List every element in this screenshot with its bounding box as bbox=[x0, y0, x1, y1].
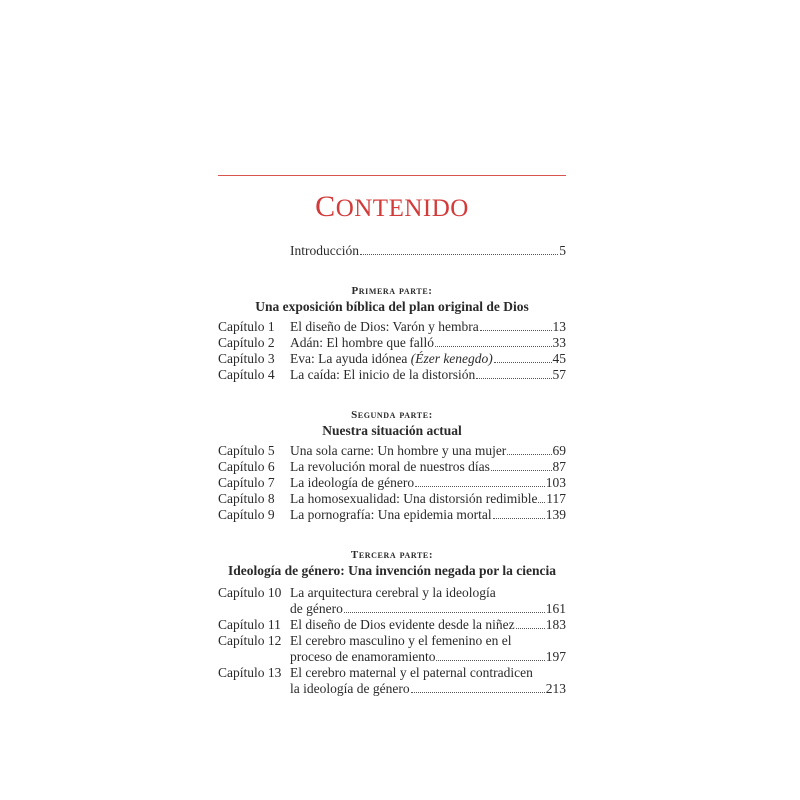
entry-title: Introducción bbox=[290, 243, 359, 258]
leader-dots bbox=[411, 692, 545, 693]
leader-dots bbox=[360, 254, 558, 255]
leader-dots bbox=[507, 454, 551, 455]
entry-page: 45 bbox=[552, 351, 566, 366]
leader-dots bbox=[494, 362, 552, 363]
part-label: Segunda parte: bbox=[351, 409, 433, 421]
toc-entry[interactable] bbox=[218, 633, 566, 665]
entry-title-italic: (Ézer kenegdo) bbox=[410, 351, 493, 366]
entry-page: 69 bbox=[552, 443, 566, 458]
part-3 bbox=[218, 547, 566, 697]
entry-title: El diseño de Dios evidente desde la niñez bbox=[290, 617, 515, 632]
part-1 bbox=[218, 283, 566, 383]
chapter-label: Capítulo 13 bbox=[218, 665, 282, 680]
entry-page: 33 bbox=[552, 335, 566, 350]
entry-title: La revolución moral de nuestros días bbox=[290, 459, 490, 474]
leader-dots bbox=[516, 628, 545, 629]
chapter-label: Capítulo 12 bbox=[218, 633, 282, 648]
toc-entry[interactable] bbox=[218, 617, 566, 633]
entry-title: La caída: El inicio de la distorsión bbox=[290, 367, 476, 382]
entry-title: la ideología de género bbox=[290, 681, 410, 696]
chapter-label: Capítulo 7 bbox=[218, 475, 275, 490]
title-rule bbox=[218, 175, 566, 176]
chapter-label: Capítulo 5 bbox=[218, 443, 275, 458]
entry-title: La homosexualidad: Una distorsión redimible bbox=[290, 491, 538, 506]
entry-page: 139 bbox=[545, 507, 566, 522]
part-subtitle: Nuestra situación actual bbox=[322, 423, 462, 438]
entry-page: 197 bbox=[545, 649, 566, 664]
leader-dots bbox=[480, 330, 552, 331]
chapter-label: Capítulo 3 bbox=[218, 351, 275, 366]
leader-dots bbox=[476, 378, 551, 379]
chapter-label: Capítulo 9 bbox=[218, 507, 275, 522]
entry-page: 87 bbox=[552, 459, 566, 474]
leader-dots bbox=[435, 346, 552, 347]
entry-title: de género bbox=[290, 601, 343, 616]
entry-page: 117 bbox=[546, 491, 566, 506]
entry-title: La pornografía: Una epidemia mortal bbox=[290, 507, 492, 522]
toc-entry[interactable] bbox=[218, 507, 566, 523]
entry-title: Una sola carne: Un hombre y una mujer bbox=[290, 443, 507, 458]
part-2 bbox=[218, 407, 566, 523]
chapter-label: Capítulo 2 bbox=[218, 335, 275, 350]
entry-page: 5 bbox=[559, 243, 566, 258]
part-subtitle: Ideología de género: Una invención negada por la ciencia bbox=[227, 563, 556, 578]
leader-dots bbox=[436, 660, 544, 661]
entry-title: El diseño de Dios: Varón y hembra bbox=[290, 319, 479, 334]
entry-title-line1: La arquitectura cerebral y la ideología bbox=[290, 585, 496, 600]
chapter-label: Capítulo 6 bbox=[218, 459, 275, 474]
part-label: Primera parte: bbox=[351, 285, 433, 297]
leader-dots bbox=[493, 518, 545, 519]
toc-entry[interactable] bbox=[218, 351, 566, 367]
entry-page: 57 bbox=[552, 367, 566, 382]
toc-entry[interactable] bbox=[218, 585, 566, 617]
toc-entry[interactable] bbox=[218, 475, 566, 491]
entry-page: 183 bbox=[545, 617, 566, 632]
toc-entry[interactable] bbox=[218, 367, 566, 383]
toc-entry[interactable] bbox=[218, 335, 566, 351]
toc-intro bbox=[218, 243, 566, 259]
entry-page: 13 bbox=[552, 319, 566, 334]
entry-page: 161 bbox=[545, 601, 566, 616]
part-subtitle: Una exposición bíblica del plan original de Dios bbox=[255, 299, 529, 314]
toc-entry[interactable] bbox=[218, 459, 566, 475]
toc-entry[interactable] bbox=[218, 491, 566, 507]
chapter-label: Capítulo 1 bbox=[218, 319, 275, 334]
entry-title: proceso de enamoramiento bbox=[290, 649, 436, 664]
chapter-label: Capítulo 8 bbox=[218, 491, 275, 506]
entry-title: Adán: El hombre que falló bbox=[290, 335, 434, 350]
chapter-label: Capítulo 4 bbox=[218, 367, 275, 382]
leader-dots bbox=[491, 470, 552, 471]
part-label: Tercera parte: bbox=[350, 549, 434, 561]
leader-dots bbox=[415, 486, 545, 487]
chapter-label: Capítulo 10 bbox=[218, 585, 282, 600]
toc-entry[interactable] bbox=[218, 319, 566, 335]
toc-entry[interactable] bbox=[218, 443, 566, 459]
entry-title-line1: El cerebro maternal y el paternal contradicen bbox=[290, 665, 533, 680]
page-title bbox=[218, 190, 566, 224]
leader-dots bbox=[538, 502, 545, 503]
toc-entry-intro[interactable] bbox=[218, 243, 566, 259]
chapter-label: Capítulo 11 bbox=[218, 617, 281, 632]
title-rest: ONTENIDO bbox=[335, 195, 469, 222]
entry-title: Eva: La ayuda idónea bbox=[290, 351, 411, 366]
entry-page: 103 bbox=[545, 475, 566, 490]
leader-dots bbox=[344, 612, 545, 613]
entry-title-line1: El cerebro masculino y el femenino en el bbox=[290, 633, 512, 648]
entry-title: La ideología de género bbox=[290, 475, 415, 490]
title-initial: C bbox=[315, 190, 336, 223]
entry-page: 213 bbox=[545, 681, 566, 696]
toc-entry[interactable] bbox=[218, 665, 566, 697]
